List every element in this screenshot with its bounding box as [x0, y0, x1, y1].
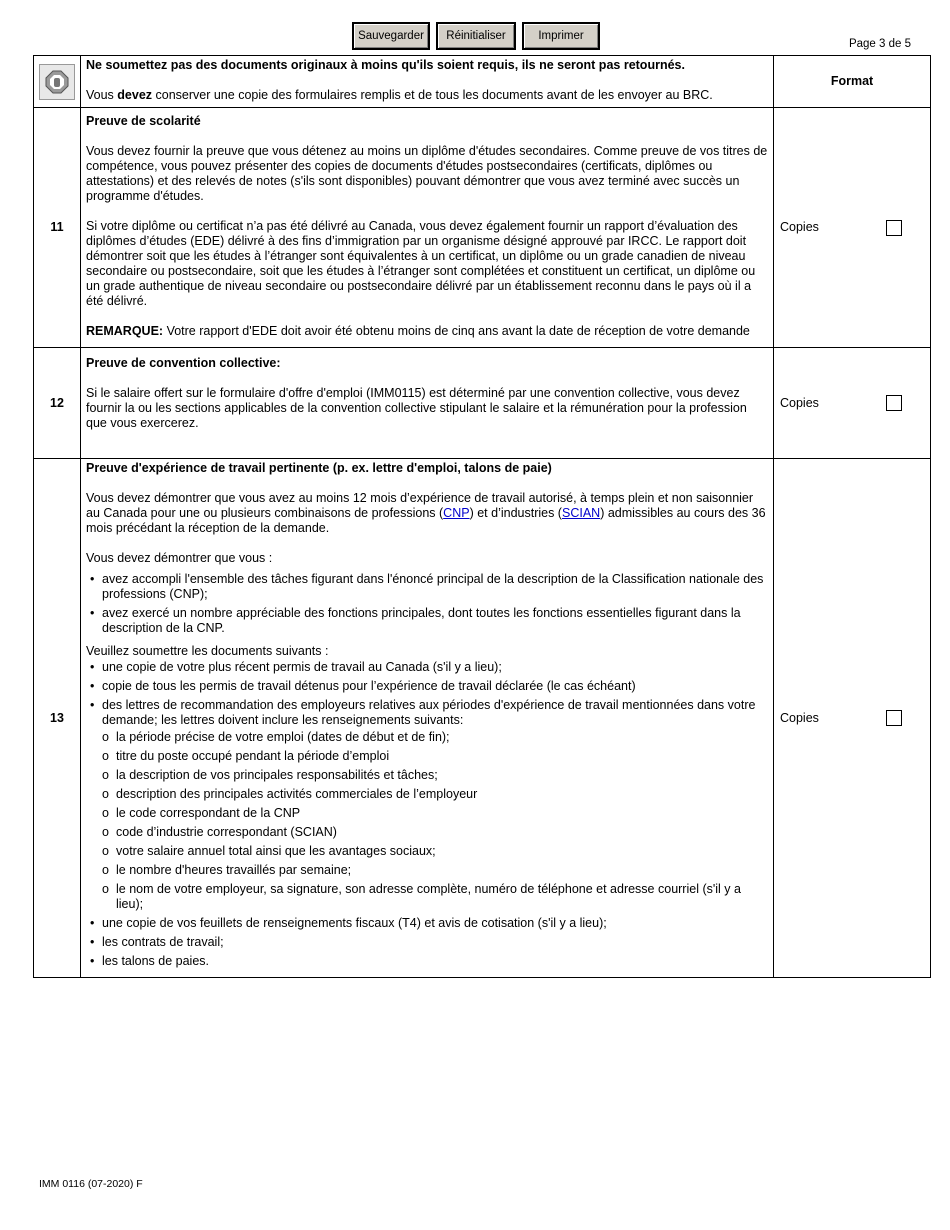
row-13 — [34, 459, 931, 978]
print-button[interactable]: Imprimer — [522, 22, 600, 50]
row-12 — [34, 348, 931, 459]
list-item: • les contrats de travail; — [86, 935, 768, 950]
demonstrate-intro: Vous devez démontrer que vous : — [86, 551, 273, 565]
copies-checkbox[interactable] — [886, 220, 902, 236]
keep-copy-post: conserver une copie des formulaires remplis et de tous les documents avant de les envoyer au BRC. — [152, 88, 713, 102]
scian-link[interactable]: SCIAN — [561, 506, 601, 520]
header-content — [81, 56, 774, 108]
sub-list-item: o votre salaire annuel total ainsi que les avantages sociaux; — [102, 844, 768, 859]
list-item: • les talons de paies. — [86, 954, 768, 969]
sub-list-item: o le nom de votre employeur, sa signature, son adresse complète, numéro de téléphone et adresse courriel (s'il y a lieu); — [102, 882, 768, 912]
sub-list-item: o la description de vos principales responsabilités et tâches; — [102, 768, 768, 783]
sub-list-item: o description des principales activités commerciales de l’employeur — [102, 787, 768, 802]
demonstrate-list — [86, 572, 768, 636]
list-item: • avez exercé un nombre appréciable des fonctions principales, dont toutes les fonctions essentielles figurant dans la description de la CNP. — [86, 606, 768, 636]
row-number: 11 — [34, 108, 81, 348]
form-code: IMM 0116 (07-2020) F — [39, 1178, 143, 1190]
stop-hand-icon — [39, 64, 75, 100]
row-11 — [34, 108, 931, 348]
format-header: Format — [774, 56, 931, 108]
note-label: REMARQUE: — [86, 324, 164, 338]
checklist-table — [33, 55, 931, 978]
warning-text: Ne soumettez pas des documents originaux à moins qu'ils soient requis, ils ne seront pas retournés. — [86, 58, 685, 72]
sub-list-item: o le nombre d'heures travaillés par semaine; — [102, 863, 768, 878]
sub-list-item: o titre du poste occupé pendant la période d’emploi — [102, 749, 768, 764]
sub-list-item: o la période précise de votre emploi (dates de début et de fin); — [102, 730, 768, 745]
submit-intro: Veuillez soumettre les documents suivants : — [86, 644, 329, 658]
page-number: Page 3 de 5 — [848, 38, 911, 50]
row-title: Preuve de convention collective: — [86, 356, 281, 370]
keep-copy-pre: Vous — [86, 88, 118, 102]
p1-part-a: Vous devez démontrer que vous avez au moins 12 mois d’expérience de travail autorisé, à temps plein et non saisonnier au Canada pour une ou plusieurs combinaisons de professions ( — [86, 491, 754, 520]
sub-list-item: o code d’industrie correspondant (SCIAN) — [102, 825, 768, 840]
keep-copy-text — [86, 88, 768, 103]
header-icon-cell — [34, 56, 81, 108]
list-item — [86, 698, 768, 912]
letter-requirements-list — [102, 730, 768, 912]
sub-list-item: o le code correspondant de la CNP — [102, 806, 768, 821]
header-row — [34, 56, 931, 108]
row-number: 12 — [34, 348, 81, 459]
row-11-note — [86, 324, 768, 339]
list-item: • copie de tous les permis de travail détenus pour l’expérience de travail déclarée (le cas échéant) — [86, 679, 768, 694]
row-12-format — [774, 348, 931, 459]
format-label: Copies — [780, 220, 819, 234]
row-11-format — [774, 108, 931, 348]
row-13-content — [81, 459, 774, 978]
format-cell — [780, 710, 924, 726]
reset-button[interactable]: Réinitialiser — [436, 22, 516, 50]
row-11-paragraph-2: Si votre diplôme ou certificat n’a pas été délivré au Canada, vous devez également fournir un rapport d’évaluation des diplômes d’études (EDE) délivré à des fins d’immigration par un organisme désigné approuvé par IRCC. Le rapport doit démontrer soit que les études à l’étranger sont équivalentes à un certificat, un diplôme ou un grade canadien de niveau secondaire ou postsecondaire, soit que les études à l’étranger sont complétées et constituent un certificat, un diplôme ou un grade authentique de niveau secondaire ou postsecondaire délivré par un établissement reconnu dans le pays où il a été délivré. — [86, 219, 756, 308]
toolbar — [352, 22, 600, 50]
p1-part-b: ) et d’industries ( — [469, 506, 562, 520]
p1-part-c: ) admissibles au cours des 36 mois précédant la réception de la demande. — [86, 506, 766, 535]
format-label: Copies — [780, 395, 819, 410]
list-item: • avez accompli l'ensemble des tâches figurant dans l'énoncé principal de la description de la Classification nationale des professions (CNP); — [86, 572, 768, 602]
copies-checkbox[interactable] — [886, 710, 902, 726]
list-item: • une copie de vos feuillets de renseignements fiscaux (T4) et avis de cotisation (s'il y a lieu); — [86, 916, 768, 931]
submit-list — [86, 660, 768, 969]
row-title: Preuve d'expérience de travail pertinente (p. ex. lettre d'emploi, talons de paie) — [86, 461, 552, 475]
row-title: Preuve de scolarité — [86, 114, 201, 128]
row-11-paragraph-1: Vous devez fournir la preuve que vous détenez au moins un diplôme d'études secondaires. Comme preuve de vos titres de compétence, vous pouvez présenter des copies de documents d'études postsecondaires (certificats, diplômes ou attestations) et des relevés de notes (s'ils sont disponibles) pouvant démontrer que vous avez terminé avec succès un programme d'études. — [86, 144, 768, 203]
cnp-link[interactable]: CNP — [443, 506, 470, 520]
row-11-content — [81, 108, 774, 348]
row-13-format — [774, 459, 931, 978]
format-cell — [780, 395, 924, 411]
row-13-paragraph-1 — [86, 491, 768, 536]
keep-copy-bold: devez — [117, 88, 153, 102]
row-number: 13 — [34, 459, 81, 978]
list-item: • une copie de votre plus récent permis de travail au Canada (s'il y a lieu); — [86, 660, 768, 675]
letters-text: des lettres de recommandation des employeurs relatives aux périodes d'expérience de travail mentionnées dans votre demande; les lettres doivent inclure les renseignements suivants: — [102, 698, 756, 727]
format-cell — [780, 220, 924, 236]
format-label: Copies — [780, 710, 819, 725]
save-button[interactable]: Sauvegarder — [352, 22, 430, 50]
row-12-paragraph-1: Si le salaire offert sur le formulaire d'offre d'emploi (IMM0115) est déterminé par une convention collective, vous devez fournir la ou les sections applicables de la convention collective stipulant le salaire et la rémunération pour la profession que vous exercerez. — [86, 386, 747, 430]
note-text: Votre rapport d'EDE doit avoir été obtenu moins de cinq ans avant la date de réception de votre demande — [163, 324, 750, 338]
copies-checkbox[interactable] — [886, 395, 902, 411]
row-12-content — [81, 348, 774, 459]
